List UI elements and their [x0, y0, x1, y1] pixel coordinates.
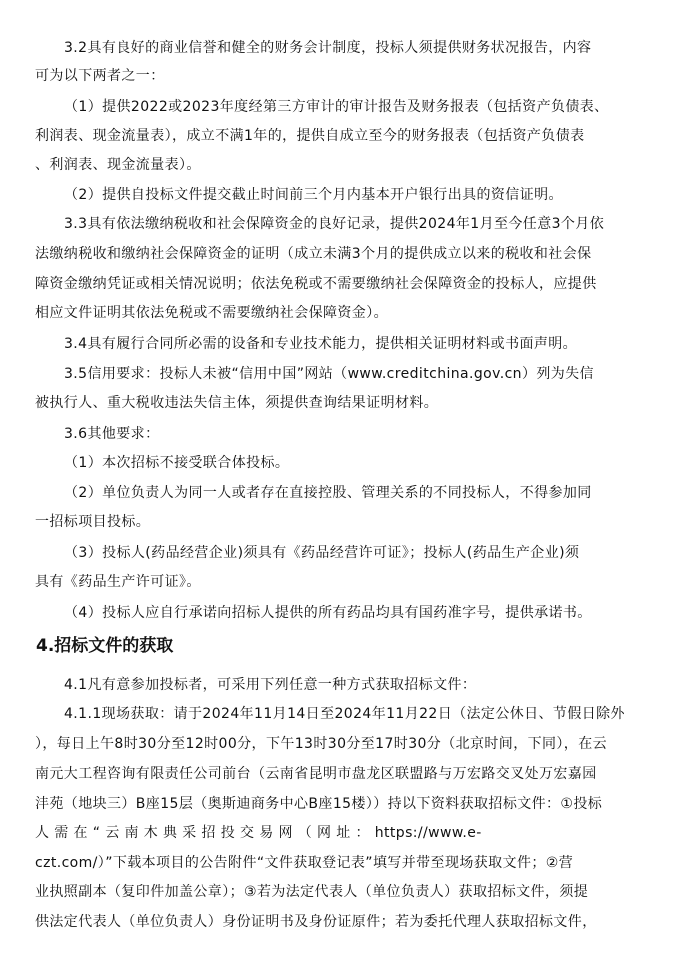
text-line: 人 需 在 “ 云 南 木 典 采 招 投 交 易 网 （ 网 址 ： https://www.e- [35, 825, 482, 841]
text-line: 法缴纳税收和缴纳社会保障资金的证明（成立未满3个月的提供成立以来的税收和社会保 [35, 246, 592, 262]
text-line: 4.1凡有意参加投标者，可采用下列任意一种方式获取招标文件： [64, 677, 477, 693]
text-line: 具有《药品生产许可证》。 [35, 574, 201, 590]
text-line: 沣苑（地块三）B座15层（奥斯迪商务中心B座15楼））持以下资料获取招标文件：①投标 [35, 796, 603, 812]
text-line: （2）提供自投标文件提交截止时间前三个月内基本开户银行出具的资信证明。 [64, 187, 563, 203]
text-line: 业执照副本（复印件加盖公章）；③若为法定代表人（单位负责人）获取招标文件，须提 [35, 884, 589, 900]
text-line: （4）投标人应自行承诺向招标人提供的所有药品均具有国药准字号，提供承诺书。 [64, 605, 592, 621]
text-line: 利润表、现金流量表），成立不满1年的，提供自成立至今的财务报表（包括资产负债表 [35, 128, 585, 144]
text-line: 相应文件证明其依法免税或不需要缴纳社会保障资金）。 [35, 305, 388, 321]
text-line: 3.4具有履行合同所必需的设备和专业技术能力，提供相关证明材料或书面声明。 [64, 336, 578, 352]
section-heading: 4.招标文件的获取 [36, 636, 174, 656]
text-line: 3.2具有良好的商业信誉和健全的财务会计制度，投标人须提供财务状况报告，内容 [64, 40, 592, 56]
text-line: （2）单位负责人为同一人或者存在直接控股、管理关系的不同投标人，不得参加同 [64, 485, 592, 501]
text-line: （1）本次招标不接受联合体投标。 [64, 455, 290, 471]
text-line: 3.3具有依法缴纳税收和社会保障资金的良好记录，提供2024年1月至今任意3个月依 [64, 216, 605, 232]
text-line: 4.1.1现场获取：请于2024年11月14日至2024年11月22日（法定公休日、节假日除外 [64, 706, 625, 722]
text-line: 障资金缴纳凭证或相关情况说明；依法免税或不需要缴纳社会保障资金的投标人，应提供 [35, 276, 597, 292]
text-line: 被执行人、重大税收违法失信主体，须提供查询结果证明材料。 [35, 395, 439, 411]
text-line: ），每日上午8时30分至12时00分，下午13时30分至17时30分（北京时间，下同），在云 [35, 736, 608, 752]
text-line: czt.com/）”下载本项目的公告附件“文件获取登记表”填写并带至现场获取文件；②营 [35, 855, 574, 871]
text-line: 3.5信用要求：投标人未被“信用中国”网站（www.creditchina.gov.cn）列为失信 [64, 366, 594, 382]
text-line: （3）投标人(药品经营企业)须具有《药品经营许可证》；投标人(药品生产企业)须 [64, 545, 580, 561]
text-line: 3.6其他要求： [64, 426, 160, 442]
text-line: （1）提供2022或2023年度经第三方审计的审计报告及财务报表（包括资产负债表、 [64, 99, 609, 115]
text-line: 供法定代表人（单位负责人）身份证明书及身份证原件；若为委托代理人获取招标文件， [35, 914, 597, 930]
text-line: 、利润表、现金流量表）。 [35, 157, 201, 173]
text-line: 南元大工程咨询有限责任公司前台（云南省昆明市盘龙区联盟路与万宏路交叉处万宏嘉园 [35, 766, 597, 782]
text-line: 可为以下两者之一： [35, 68, 165, 84]
text-line: 一招标项目投标。 [35, 514, 151, 530]
